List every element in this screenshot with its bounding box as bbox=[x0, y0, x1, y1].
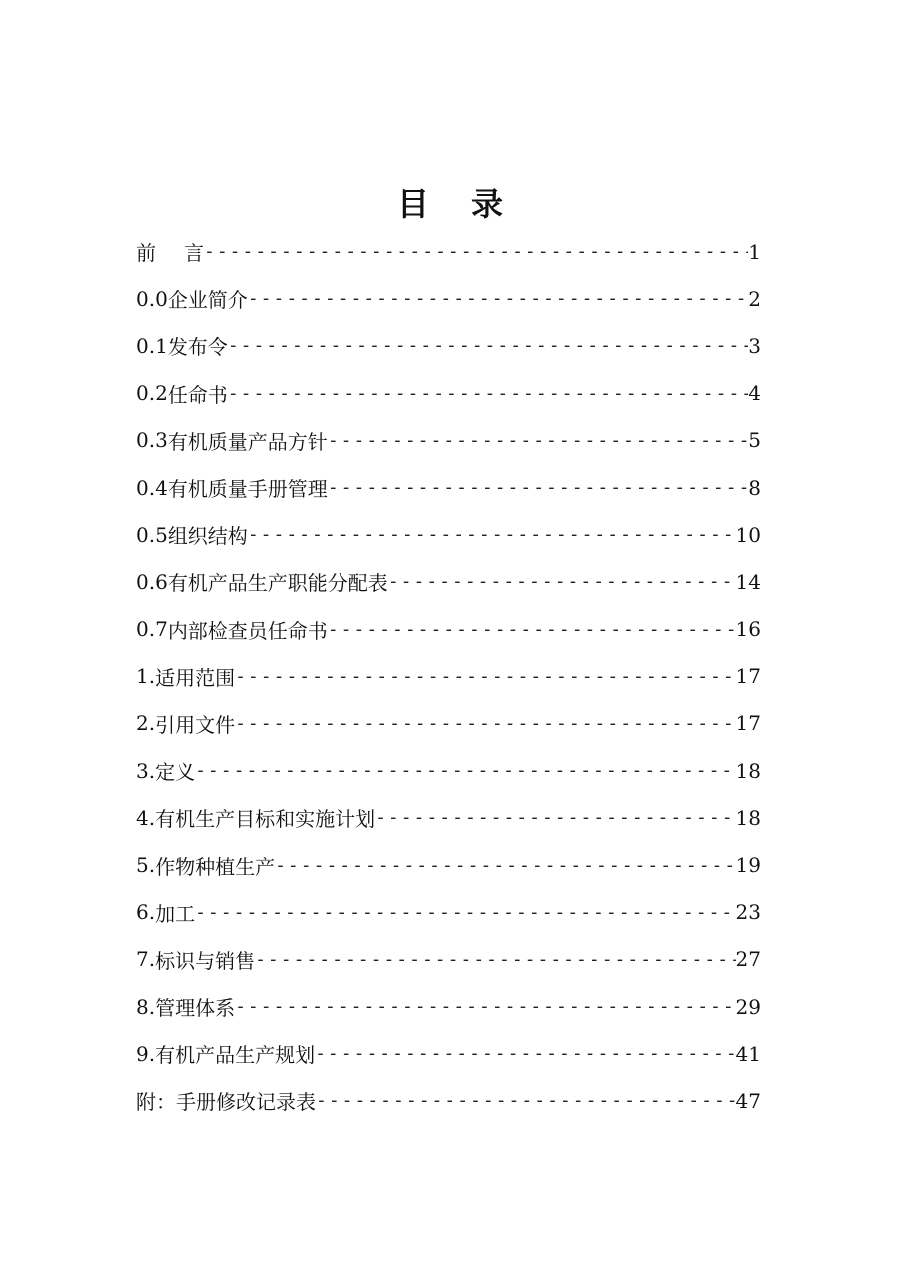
toc-number: 8. bbox=[136, 994, 156, 1019]
toc-leader bbox=[275, 855, 735, 876]
toc-title-right: 录 bbox=[471, 185, 504, 223]
toc-row-labeling-sales[interactable] bbox=[136, 936, 761, 983]
toc-row-function-table[interactable] bbox=[136, 558, 761, 605]
toc-page-number: 16 bbox=[735, 617, 761, 642]
toc-leader bbox=[235, 713, 735, 734]
toc-leader bbox=[255, 949, 735, 970]
toc-label: 定义 bbox=[155, 760, 196, 785]
toc-page-number: 23 bbox=[735, 900, 761, 925]
toc-row-crop-production[interactable] bbox=[136, 841, 761, 888]
toc-page-number: 18 bbox=[735, 805, 761, 830]
toc-leader bbox=[248, 288, 748, 309]
toc-page-number: 29 bbox=[735, 994, 761, 1019]
toc-label: 有机生产目标和实施计划 bbox=[155, 807, 376, 832]
toc-row-org-structure[interactable] bbox=[136, 511, 761, 558]
toc-leader bbox=[315, 1043, 735, 1064]
toc-row-appointment[interactable] bbox=[136, 370, 761, 417]
toc-label: 发布令 bbox=[167, 335, 228, 360]
toc-label-2: 言 bbox=[184, 241, 204, 266]
toc-number: 0.1 bbox=[136, 333, 168, 358]
toc-title-left: 目 bbox=[396, 185, 429, 223]
toc-number: 0.6 bbox=[136, 569, 168, 594]
toc-leader bbox=[316, 1090, 736, 1111]
toc-leader bbox=[328, 619, 736, 640]
toc-page-number: 17 bbox=[735, 664, 761, 689]
toc-page-number: 4 bbox=[748, 381, 761, 406]
toc-label: 企业简介 bbox=[167, 288, 248, 313]
toc-page-number: 2 bbox=[748, 286, 761, 311]
toc-row-manual-management[interactable] bbox=[136, 464, 761, 511]
toc-label: 有机产品生产规划 bbox=[155, 1043, 316, 1068]
toc-label: 标识与销售 bbox=[155, 948, 256, 973]
toc-title bbox=[0, 180, 900, 228]
toc-leader bbox=[235, 666, 735, 687]
toc-row-scope[interactable] bbox=[136, 653, 761, 700]
toc-number: 4. bbox=[136, 805, 156, 830]
toc-page-number: 3 bbox=[748, 333, 761, 358]
toc-number: 0.7 bbox=[136, 617, 168, 642]
toc-label: 有机质量手册管理 bbox=[167, 477, 328, 502]
toc-leader bbox=[195, 760, 735, 781]
toc-number: 1. bbox=[136, 664, 156, 689]
toc-number: 9. bbox=[136, 1041, 156, 1066]
toc-number: 6. bbox=[136, 900, 156, 925]
toc-list bbox=[136, 228, 761, 1125]
toc-leader bbox=[328, 477, 748, 498]
toc-label: 有机产品生产职能分配表 bbox=[167, 571, 388, 596]
toc-row-release-order[interactable] bbox=[136, 322, 761, 369]
toc-page-number: 14 bbox=[735, 569, 761, 594]
toc-leader bbox=[228, 383, 748, 404]
toc-label: 管理体系 bbox=[155, 996, 236, 1021]
toc-number: 0.4 bbox=[136, 475, 168, 500]
toc-label: 引用文件 bbox=[155, 712, 236, 737]
toc-number: 7. bbox=[136, 947, 156, 972]
toc-row-company-profile[interactable] bbox=[136, 275, 761, 322]
toc-row-processing[interactable] bbox=[136, 889, 761, 936]
toc-number: 3. bbox=[136, 758, 156, 783]
toc-leader bbox=[235, 996, 735, 1017]
toc-leader bbox=[195, 902, 735, 923]
toc-page-number: 18 bbox=[735, 758, 761, 783]
toc-row-management-system[interactable] bbox=[136, 983, 761, 1030]
toc-label: 任命书 bbox=[167, 382, 228, 407]
toc-number: 2. bbox=[136, 711, 156, 736]
toc-row-production-planning[interactable] bbox=[136, 1030, 761, 1077]
toc-row-quality-policy[interactable] bbox=[136, 417, 761, 464]
toc-leader bbox=[388, 571, 736, 592]
toc-leader bbox=[248, 524, 736, 545]
toc-page-number: 19 bbox=[735, 853, 761, 878]
toc-number: 0.5 bbox=[136, 522, 168, 547]
toc-row-references[interactable] bbox=[136, 700, 761, 747]
toc-page-number: 5 bbox=[748, 428, 761, 453]
toc-page-number: 1 bbox=[748, 239, 761, 264]
toc-label: 附：手册修改记录表 bbox=[136, 1090, 316, 1115]
toc-row-inspector-appointment[interactable] bbox=[136, 606, 761, 653]
toc-page-number: 17 bbox=[735, 711, 761, 736]
toc-page-number: 8 bbox=[748, 475, 761, 500]
toc-leader bbox=[328, 430, 748, 451]
toc-label: 适用范围 bbox=[155, 665, 236, 690]
toc-number: 0.3 bbox=[136, 428, 168, 453]
toc-row-preface[interactable] bbox=[136, 228, 761, 275]
toc-row-definitions[interactable] bbox=[136, 747, 761, 794]
toc-label: 加工 bbox=[155, 901, 196, 926]
toc-leader bbox=[204, 241, 748, 262]
toc-label: 前 bbox=[136, 241, 156, 266]
toc-label: 组织结构 bbox=[167, 524, 248, 549]
toc-page-number: 27 bbox=[735, 947, 761, 972]
toc-number: 0.0 bbox=[136, 286, 168, 311]
toc-page-number: 41 bbox=[735, 1041, 761, 1066]
toc-row-goals-plan[interactable] bbox=[136, 794, 761, 841]
toc-leader bbox=[228, 335, 748, 356]
toc-page-number: 47 bbox=[735, 1088, 761, 1113]
toc-leader bbox=[375, 807, 735, 828]
toc-number: 0.2 bbox=[136, 381, 168, 406]
toc-label: 有机质量产品方针 bbox=[167, 429, 328, 454]
toc-number: 5. bbox=[136, 853, 156, 878]
toc-row-appendix[interactable] bbox=[136, 1077, 761, 1124]
toc-page-number: 10 bbox=[735, 522, 761, 547]
toc-label: 内部检查员任命书 bbox=[167, 618, 328, 643]
toc-label: 作物种植生产 bbox=[155, 854, 276, 879]
